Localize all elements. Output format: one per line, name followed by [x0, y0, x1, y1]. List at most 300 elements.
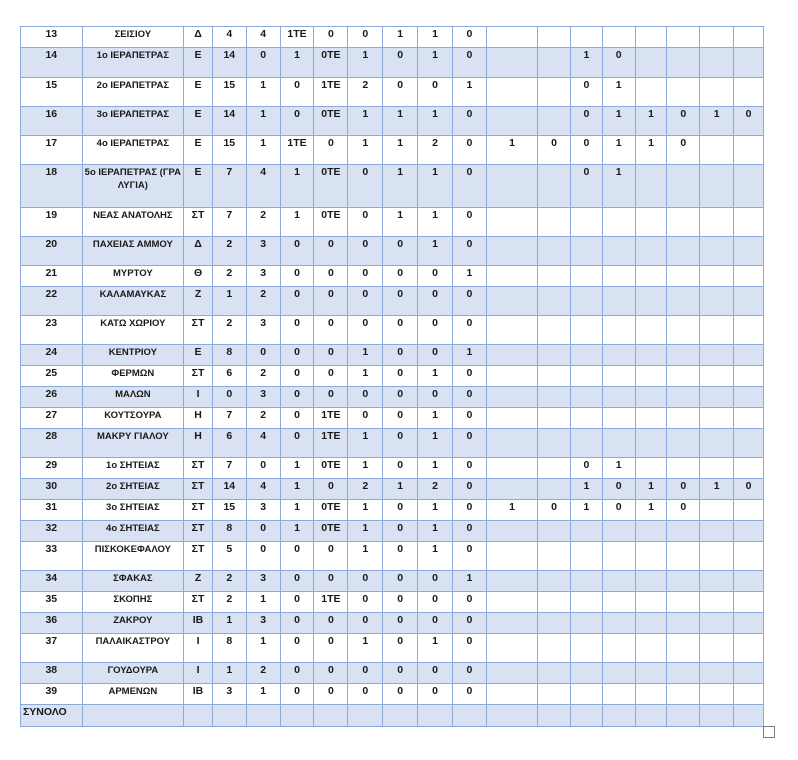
table-cell	[602, 316, 635, 345]
school-name-cell: 1ο ΙΕΡΑΠΕΤΡΑΣ	[82, 48, 184, 78]
table-cell: 0	[280, 345, 314, 366]
table-cell: 0	[734, 107, 764, 136]
table-cell: 1	[246, 107, 280, 136]
table-cell: Δ	[184, 237, 213, 266]
row-number-cell: 25	[21, 366, 83, 387]
row-number-cell: 33	[21, 542, 83, 571]
table-row	[21, 78, 764, 107]
table-cell	[486, 613, 537, 634]
row-number-cell: 13	[21, 27, 83, 48]
table-cell: 0	[602, 500, 635, 521]
table-cell	[570, 287, 602, 316]
row-number-cell: 15	[21, 78, 83, 107]
table-cell	[538, 542, 571, 571]
table-cell	[635, 429, 667, 458]
table-cell: 0	[314, 287, 348, 316]
school-name-cell: ΝΕΑΣ ΑΝΑΤΟΛΗΣ	[82, 208, 184, 237]
table-cell: 0	[453, 316, 487, 345]
table-cell: 1	[383, 27, 418, 48]
table-row	[21, 592, 764, 613]
table-cell: 2	[212, 316, 246, 345]
table-cell	[486, 237, 537, 266]
table-cell	[700, 663, 734, 684]
table-cell: 1	[348, 634, 383, 663]
table-cell: 0	[570, 165, 602, 208]
row-number-cell: 38	[21, 663, 83, 684]
school-name-cell: ΣΕΙΣΙΟΥ	[82, 27, 184, 48]
table-row	[21, 429, 764, 458]
school-name-cell: 3ο ΣΗΤΕΙΑΣ	[82, 500, 184, 521]
table-cell	[734, 366, 764, 387]
table-cell: 0	[667, 500, 700, 521]
table-cell	[667, 208, 700, 237]
table-cell	[700, 27, 734, 48]
table-row	[21, 48, 764, 78]
table-cell: 0	[453, 479, 487, 500]
table-cell	[570, 27, 602, 48]
table-cell	[538, 237, 571, 266]
table-cell: 0ΤΕ	[314, 208, 348, 237]
table-row	[21, 345, 764, 366]
table-cell	[667, 316, 700, 345]
table-cell: 0	[348, 287, 383, 316]
total-cell	[348, 705, 383, 727]
table-cell: 0	[453, 387, 487, 408]
table-cell	[635, 237, 667, 266]
table-cell	[700, 521, 734, 542]
table-cell: 0	[570, 458, 602, 479]
table-cell: 1	[453, 345, 487, 366]
table-cell: 0	[246, 345, 280, 366]
table-cell	[538, 316, 571, 345]
school-name-cell: ΚΕΝΤΡΙΟΥ	[82, 345, 184, 366]
table-cell	[486, 27, 537, 48]
table-cell: 1	[602, 458, 635, 479]
table-cell: 1	[418, 208, 453, 237]
table-cell	[667, 571, 700, 592]
table-cell: 0	[383, 345, 418, 366]
table-cell	[538, 387, 571, 408]
table-cell	[486, 479, 537, 500]
table-cell	[570, 521, 602, 542]
table-cell: 7	[212, 408, 246, 429]
table-cell	[667, 684, 700, 705]
table-cell	[486, 387, 537, 408]
table-cell: 0	[280, 107, 314, 136]
table-cell: 0	[453, 613, 487, 634]
table-cell: 1	[635, 136, 667, 165]
table-cell: 4	[246, 27, 280, 48]
table-cell	[602, 592, 635, 613]
table-cell: 1	[348, 458, 383, 479]
table-row	[21, 408, 764, 429]
table-cell: 1	[348, 136, 383, 165]
table-cell: 7	[212, 208, 246, 237]
table-cell: 0	[667, 479, 700, 500]
table-cell	[538, 521, 571, 542]
table-cell	[734, 684, 764, 705]
table-cell	[700, 613, 734, 634]
table-cell: 0	[280, 387, 314, 408]
table-cell: 0	[383, 592, 418, 613]
table-cell: 0	[453, 408, 487, 429]
row-number-cell: 39	[21, 684, 83, 705]
table-cell: 0	[418, 345, 453, 366]
table-cell: 1	[700, 479, 734, 500]
table-cell: 1	[246, 592, 280, 613]
table-row	[21, 521, 764, 542]
school-name-cell: 2ο ΣΗΤΕΙΑΣ	[82, 479, 184, 500]
table-cell	[602, 613, 635, 634]
school-name-cell: ΜΑΛΩΝ	[82, 387, 184, 408]
table-row	[21, 663, 764, 684]
table-cell: 0	[314, 136, 348, 165]
table-cell	[570, 429, 602, 458]
table-cell: 5	[212, 542, 246, 571]
table-row	[21, 366, 764, 387]
table-cell	[486, 107, 537, 136]
table-cell: 7	[212, 458, 246, 479]
table-cell: 0	[383, 408, 418, 429]
total-cell	[453, 705, 487, 727]
table-cell: 1	[570, 48, 602, 78]
table-cell: 1	[246, 684, 280, 705]
table-cell: 8	[212, 634, 246, 663]
table-cell: 2	[348, 78, 383, 107]
total-cell	[486, 705, 537, 727]
table-cell: 0	[280, 237, 314, 266]
table-cell	[734, 287, 764, 316]
table-cell	[667, 27, 700, 48]
table-cell: 0	[246, 542, 280, 571]
table-cell: 1	[453, 78, 487, 107]
table-row	[21, 107, 764, 136]
table-cell: 2	[212, 266, 246, 287]
school-name-cell: ΠΑΛΑΙΚΑΣΤΡΟΥ	[82, 634, 184, 663]
table-cell: 0ΤΕ	[314, 107, 348, 136]
row-number-cell: 32	[21, 521, 83, 542]
table-cell	[667, 458, 700, 479]
table-cell	[635, 521, 667, 542]
table-cell: 0	[280, 408, 314, 429]
table-cell: 2	[246, 366, 280, 387]
table-cell	[538, 663, 571, 684]
table-cell	[700, 429, 734, 458]
table-cell	[700, 634, 734, 663]
table-row	[21, 571, 764, 592]
table-cell	[486, 266, 537, 287]
table-cell: 1	[280, 208, 314, 237]
table-cell	[700, 408, 734, 429]
table-cell: Η	[184, 408, 213, 429]
table-cell	[635, 542, 667, 571]
total-cell	[635, 705, 667, 727]
school-name-cell: ΠΑΧΕΙΑΣ ΑΜΜΟΥ	[82, 237, 184, 266]
school-name-cell: ΖΑΚΡΟΥ	[82, 613, 184, 634]
table-cell	[570, 634, 602, 663]
table-cell: 2	[246, 287, 280, 316]
table-cell: 1	[635, 479, 667, 500]
table-cell	[486, 366, 537, 387]
table-cell	[486, 592, 537, 613]
table-cell	[635, 387, 667, 408]
table-cell: 6	[212, 429, 246, 458]
table-cell: 0	[453, 107, 487, 136]
table-cell: 14	[212, 479, 246, 500]
table-cell: 1	[212, 287, 246, 316]
table-cell: 0	[348, 571, 383, 592]
table-cell: 0	[538, 136, 571, 165]
table-cell: 0	[280, 316, 314, 345]
table-cell: Ζ	[184, 287, 213, 316]
school-name-cell: ΜΑΚΡΥ ΓΙΑΛΟΥ	[82, 429, 184, 458]
table-cell: 8	[212, 521, 246, 542]
table-cell	[700, 48, 734, 78]
table-cell: 1	[602, 107, 635, 136]
table-cell: 0	[280, 571, 314, 592]
table-cell: 0	[348, 408, 383, 429]
total-cell	[212, 705, 246, 727]
row-number-cell: 29	[21, 458, 83, 479]
table-cell	[602, 208, 635, 237]
table-cell	[538, 107, 571, 136]
table-cell	[635, 366, 667, 387]
table-cell	[635, 78, 667, 107]
table-cell	[486, 208, 537, 237]
table-cell: 0	[314, 634, 348, 663]
data-table	[20, 26, 764, 727]
table-cell: 0	[383, 387, 418, 408]
table-cell: 3	[246, 237, 280, 266]
table-cell: Ι	[184, 387, 213, 408]
table-cell: 14	[212, 48, 246, 78]
table-cell	[734, 165, 764, 208]
total-row	[21, 705, 764, 727]
table-cell: ΙΒ	[184, 613, 213, 634]
table-cell: 0	[453, 458, 487, 479]
table-cell	[602, 366, 635, 387]
table-cell	[734, 592, 764, 613]
table-cell	[570, 684, 602, 705]
table-cell: 0	[418, 266, 453, 287]
table-cell: 4	[246, 429, 280, 458]
table-cell	[486, 165, 537, 208]
table-cell	[734, 237, 764, 266]
table-cell: 1	[418, 634, 453, 663]
table-cell	[570, 316, 602, 345]
table-row	[21, 165, 764, 208]
table-cell: 0	[348, 387, 383, 408]
table-cell	[602, 542, 635, 571]
table-cell: 7	[212, 165, 246, 208]
total-label: ΣΥΝΟΛΟ	[21, 705, 83, 727]
table-cell: 1	[348, 542, 383, 571]
table-cell	[570, 237, 602, 266]
table-cell	[734, 78, 764, 107]
table-cell	[700, 237, 734, 266]
table-cell: 1ΤΕ	[280, 136, 314, 165]
table-cell: 0ΤΕ	[314, 521, 348, 542]
row-number-cell: 36	[21, 613, 83, 634]
table-cell: 0ΤΕ	[314, 458, 348, 479]
table-cell	[602, 27, 635, 48]
table-cell: 1	[383, 107, 418, 136]
table-cell	[635, 592, 667, 613]
table-cell	[635, 208, 667, 237]
school-name-cell: ΦΕΡΜΩΝ	[82, 366, 184, 387]
table-cell: ΣΤ	[184, 316, 213, 345]
table-row	[21, 237, 764, 266]
total-cell	[246, 705, 280, 727]
table-cell	[538, 165, 571, 208]
table-cell	[700, 387, 734, 408]
table-cell	[538, 684, 571, 705]
table-cell: 8	[212, 345, 246, 366]
table-cell: 0	[453, 136, 487, 165]
table-cell: 0	[383, 429, 418, 458]
table-cell: 0	[734, 479, 764, 500]
table-cell	[667, 287, 700, 316]
table-cell	[486, 663, 537, 684]
table-cell: 4	[246, 165, 280, 208]
table-cell: 0	[418, 684, 453, 705]
table-row	[21, 684, 764, 705]
table-cell: 0	[418, 663, 453, 684]
table-cell: 0	[418, 78, 453, 107]
table-cell	[538, 571, 571, 592]
table-cell	[570, 571, 602, 592]
table-cell	[667, 634, 700, 663]
table-cell: 1	[348, 429, 383, 458]
table-cell: 2	[212, 571, 246, 592]
table-cell	[538, 266, 571, 287]
table-cell: Ι	[184, 634, 213, 663]
total-cell	[184, 705, 213, 727]
table-cell: 0	[348, 237, 383, 266]
table-cell	[635, 613, 667, 634]
table-cell	[734, 48, 764, 78]
table-cell: 0	[383, 287, 418, 316]
table-cell: 1	[383, 208, 418, 237]
table-cell	[538, 429, 571, 458]
table-cell: 0	[383, 266, 418, 287]
table-cell	[734, 316, 764, 345]
table-row	[21, 287, 764, 316]
table-cell	[486, 634, 537, 663]
total-cell	[418, 705, 453, 727]
table-row	[21, 634, 764, 663]
table-cell: 0	[280, 663, 314, 684]
table-cell: 1	[348, 107, 383, 136]
row-number-cell: 20	[21, 237, 83, 266]
table-row	[21, 266, 764, 287]
table-resize-handle[interactable]	[763, 726, 775, 738]
table-cell	[486, 571, 537, 592]
table-cell: 0	[667, 107, 700, 136]
table-cell: 0	[280, 542, 314, 571]
row-number-cell: 30	[21, 479, 83, 500]
table-cell	[700, 571, 734, 592]
table-cell: 0	[314, 237, 348, 266]
table-cell: 1	[418, 366, 453, 387]
table-cell	[538, 634, 571, 663]
table-cell: 0	[348, 316, 383, 345]
row-number-cell: 26	[21, 387, 83, 408]
table-cell: 0	[348, 165, 383, 208]
table-row	[21, 136, 764, 165]
table-cell: 0	[570, 78, 602, 107]
table-cell: 0	[538, 500, 571, 521]
table-cell	[635, 634, 667, 663]
table-cell	[486, 429, 537, 458]
table-cell: 15	[212, 78, 246, 107]
total-cell	[383, 705, 418, 727]
table-cell	[538, 592, 571, 613]
table-cell: 1	[418, 408, 453, 429]
table-cell: 1	[280, 479, 314, 500]
table-cell: 0	[280, 592, 314, 613]
table-cell: 3	[212, 684, 246, 705]
table-cell: Ε	[184, 107, 213, 136]
table-cell	[538, 613, 571, 634]
table-cell: 0	[280, 266, 314, 287]
table-cell: Ε	[184, 48, 213, 78]
table-cell: 0ΤΕ	[314, 165, 348, 208]
table-row	[21, 542, 764, 571]
table-row	[21, 500, 764, 521]
table-cell: ΣΤ	[184, 366, 213, 387]
table-cell	[734, 136, 764, 165]
school-name-cell: ΚΑΤΩ ΧΩΡΙΟΥ	[82, 316, 184, 345]
table-cell: 2	[418, 479, 453, 500]
table-cell: 1	[280, 521, 314, 542]
table-cell	[667, 366, 700, 387]
table-cell: 0	[383, 663, 418, 684]
table-cell	[734, 663, 764, 684]
table-cell	[700, 366, 734, 387]
table-cell	[700, 208, 734, 237]
table-cell: ΣΤ	[184, 479, 213, 500]
table-cell: 0	[314, 479, 348, 500]
table-cell: 1	[212, 663, 246, 684]
table-cell	[700, 136, 734, 165]
table-cell: 0	[418, 571, 453, 592]
table-cell: 0	[383, 48, 418, 78]
table-cell: 1	[418, 165, 453, 208]
table-cell: 1	[486, 136, 537, 165]
school-name-cell: 4ο ΣΗΤΕΙΑΣ	[82, 521, 184, 542]
table-cell: 0	[383, 634, 418, 663]
table-cell: 1	[635, 107, 667, 136]
table-cell: 3	[246, 500, 280, 521]
table-cell: 0	[418, 387, 453, 408]
table-cell: 0	[453, 592, 487, 613]
table-cell	[734, 345, 764, 366]
table-cell	[667, 429, 700, 458]
table-cell: 1	[418, 500, 453, 521]
school-name-cell: 5ο ΙΕΡΑΠΕΤΡΑΣ (ΓΡΑ ΛΥΓΙΑ)	[82, 165, 184, 208]
table-cell: 0	[453, 27, 487, 48]
table-cell: ΣΤ	[184, 542, 213, 571]
table-cell	[570, 542, 602, 571]
table-cell: 0	[570, 107, 602, 136]
table-cell	[538, 27, 571, 48]
table-cell	[570, 663, 602, 684]
table-cell: 0	[453, 48, 487, 78]
table-cell	[700, 316, 734, 345]
table-cell: 1	[700, 107, 734, 136]
row-number-cell: 35	[21, 592, 83, 613]
